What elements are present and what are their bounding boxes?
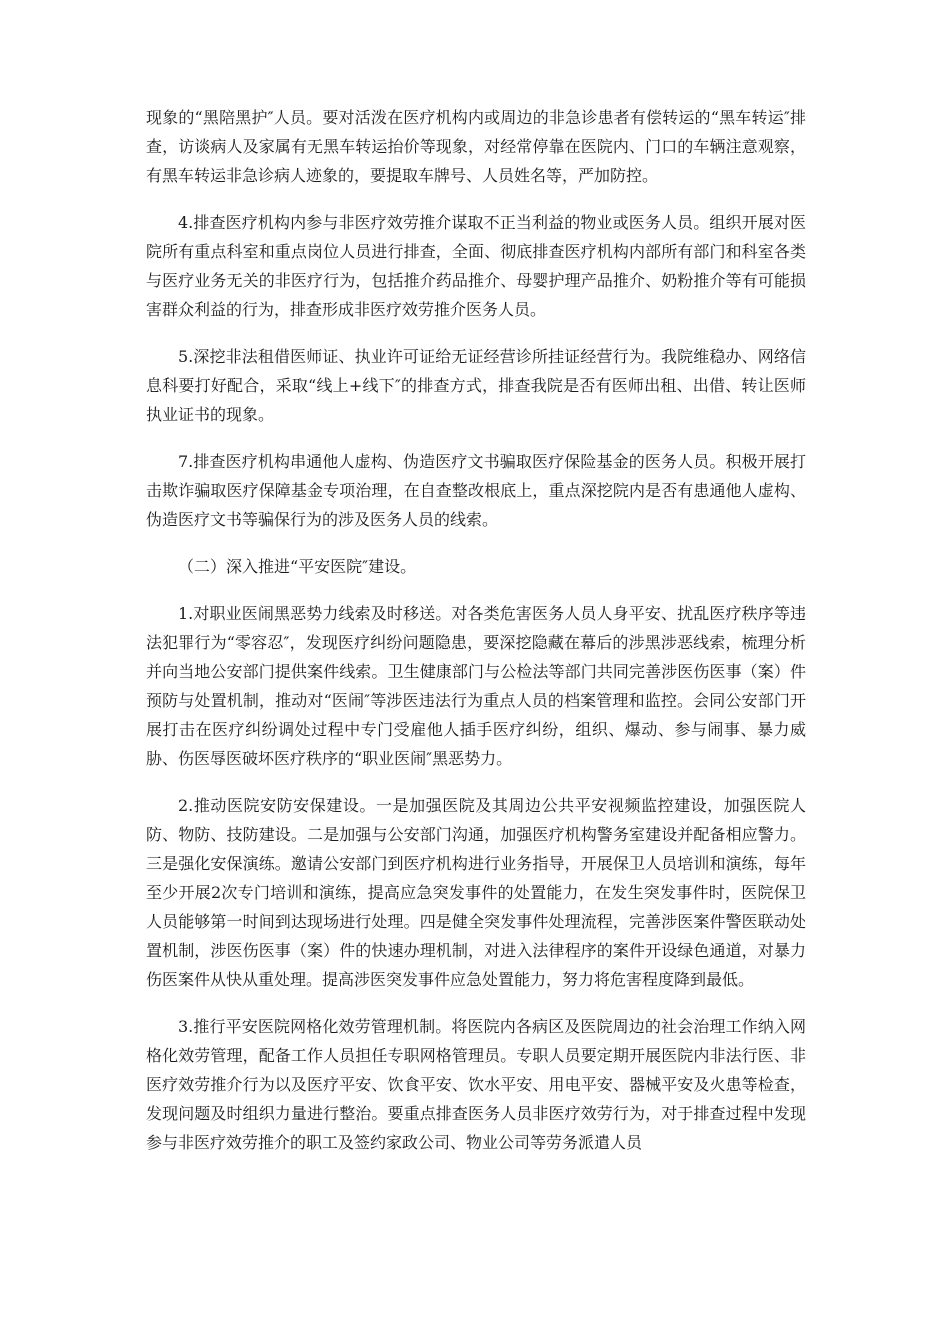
section-heading: （二）深入推进“平安医院″建设。 [178,557,417,576]
document-body [146,103,806,1175]
paragraph-item-7: 7.排查医疗机构串通他人虚构、伪造医疗文书骗取医疗保险基金的医务人员。积极开展打击欺诈骗取医疗保障基金专项治理，在自查整改根底上，重点深挖院内是否有患通他人虚构、伪造医疗文书等骗保行为的涉及医务人员的线索。 [146,452,806,529]
paragraph-item-5: 5.深挖非法租借医师证、执业许可证给无证经营诊所挂证经营行为。我院维稳办、网络信息科要打好配合，采取“线上+线下″的排查方式，排查我院是否有医师出租、出借、转让医师执业证书的现象。 [146,347,806,424]
paragraph-item-1: 1.对职业医闹黑恶势力线索及时移送。对各类危害医务人员人身平安、扰乱医疗秩序等违法犯罪行为“零容忍″，发现医疗纠纷问题隐患，要深挖隐藏在幕后的涉黑涉恶线索，梳理分析并向当地公安部门提供案件线索。卫生健康部门与公检法等部门共同完善涉医伤医事（案）件预防与处置机制，推动对“医闹″等涉医违法行为重点人员的档案管理和监控。会同公安部门开展打击在医疗纠纷调处过程中专门受雇他人插手医疗纠纷，组织、爆动、参与闹事、暴力威胁、伤医辱医破坏医疗秩序的“职业医闹″黑恶势力。 [146,604,806,768]
paragraph-item-4: 4.排查医疗机构内参与非医疗效劳推介谋取不正当利益的物业或医务人员。组织开展对医院所有重点科室和重点岗位人员进行排查，全面、彻底排查医疗机构内部所有部门和科室各类与医疗业务无关的非医疗行为，包括推介药品推介、母婴护理产品推介、奶粉推介等有可能损害群众利益的行为，排查形成非医疗效劳推介医务人员。 [146,213,806,319]
paragraph-continued: 现象的“黑陪黑护″人员。要对活泼在医疗机构内或周边的非急诊患者有偿转运的“黑车转运″排查，访谈病人及家属有无黑车转运抬价等现象，对经常停靠在医院内、门口的车辆注意观察，有黑车转运非急诊病人迹象的，要提取车牌号、人员姓名等，严加防控。 [146,108,806,185]
paragraph-item-2: 2.推动医院安防安保建设。一是加强医院及其周边公共平安视频监控建设，加强医院人防、物防、技防建设。二是加强与公安部门沟通，加强医疗机构警务室建设并配备相应警力。三是强化安保演练。邀请公安部门到医疗机构进行业务指导，开展保卫人员培训和演练，每年至少开展2次专门培训和演练，提高应急突发事件的处置能力，在发生突发事件时，医院保卫人员能够第一时间到达现场进行处理。四是健全突发事件处理流程，完善涉医案件警医联动处置机制，涉医伤医事（案）件的快速办理机制，对进入法律程序的案件开设绿色通道，对暴力伤医案件从快从重处理。提高涉医突发事件应急处置能力，努力将危害程度降到最低。 [146,796,806,989]
paragraph-item-3: 3.推行平安医院网格化效劳管理机制。将医院内各病区及医院周边的社会治理工作纳入网格化效劳管理，配备工作人员担任专职网格管理员。专职人员要定期开展医院内非法行医、非医疗效劳推介行为以及医疗平安、饮食平安、饮水平安、用电平安、器械平安及火患等检查，发现问题及时组织力量进行整治。要重点排查医务人员非医疗效劳行为，对于排查过程中发现参与非医疗效劳推介的职工及签约家政公司、物业公司等劳务派遣人员 [146,1017,806,1152]
